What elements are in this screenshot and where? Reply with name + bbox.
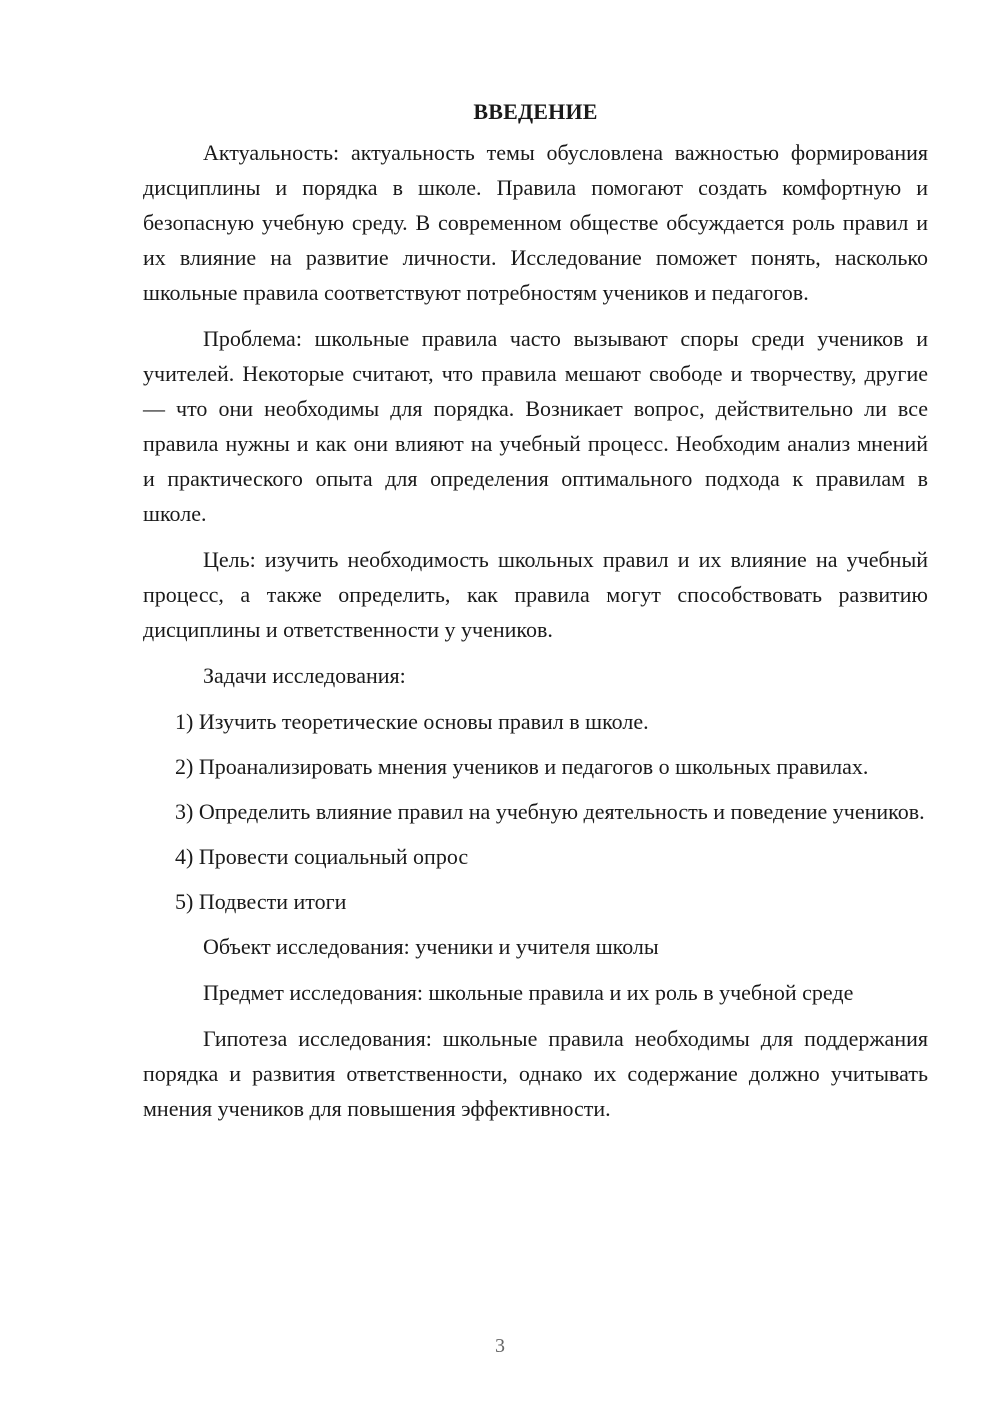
list-item: 4) Провести социальный опрос <box>175 844 469 869</box>
tasks-list <box>143 704 928 919</box>
list-item: 5) Подвести итоги <box>175 889 347 914</box>
paragraph-hypothesis: Гипотеза исследования: школьные правила необходимы для поддержания порядка и развития ответственности, однако их содержание должно учитывать мнения учеников для повышения эффективности. <box>143 1026 928 1121</box>
tasks-heading: Задачи исследования: <box>203 663 406 688</box>
paragraph-relevance: Актуальность: актуальность темы обусловлена важностью формирования дисциплины и порядка в школе. Правила помогают создать комфортную и безопасную учебную среду. В современном обществе обсуждается роль правил и их влияние на развитие личности. Исследование поможет понять, насколько школьные правила соответствуют потребностям учеников и педагогов. <box>143 140 928 305</box>
list-item: 2) Проанализировать мнения учеников и педагогов о школьных правилах. <box>175 754 869 779</box>
document-body <box>143 94 928 1137</box>
paragraph-goal: Цель: изучить необходимость школьных правил и их влияние на учебный процесс, а также определить, как правила могут способствовать развитию дисциплины и ответственности у учеников. <box>143 547 928 642</box>
list-item: 3) Определить влияние правил на учебную деятельность и поведение учеников. <box>175 799 925 824</box>
page-number: 3 <box>495 1335 505 1357</box>
list-item: 1) Изучить теоретические основы правил в школе. <box>175 709 649 734</box>
paragraph-object: Объект исследования: ученики и учителя школы <box>203 934 659 959</box>
document-title: ВВЕДЕНИЕ <box>473 99 598 124</box>
paragraph-subject: Предмет исследования: школьные правила и их роль в учебной среде <box>203 980 854 1005</box>
paragraph-problem: Проблема: школьные правила часто вызывают споры среди учеников и учителей. Некоторые считают, что правила мешают свободе и творчеству, другие — что они необходимы для порядка. Возникает вопрос, действительно ли все правила нужны и как они влияют на учебный процесс. Необходим анализ мнений и практического опыта для определения оптимального подхода к правилам в школе. <box>143 326 928 526</box>
